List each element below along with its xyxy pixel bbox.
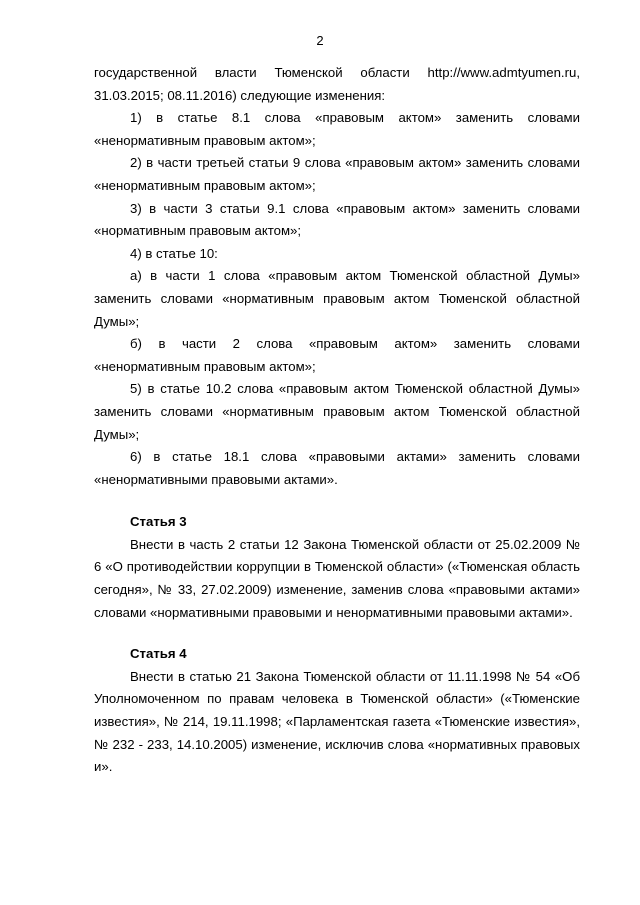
article-3-text: Внести в часть 2 статьи 12 Закона Тюменской области от 25.02.2009 № 6 «О противодействии коррупции в Тюменской области» («Тюменская область сегодня», № 33, 27.02.2009) изменение, заменив слова «правовыми актами» словами «нормативными правовыми и ненормативными правовыми актами». bbox=[94, 536, 580, 620]
list-item-4: 4) в статье 10: bbox=[130, 245, 218, 261]
intro-paragraph: государственной власти Тюменской области http://www.admtyumen.ru, 31.03.2015; 08.11.2016) следующие изменения: bbox=[94, 65, 580, 103]
list-item-1: 1) в статье 8.1 слова «правовым актом» заменить словами «ненормативным правовым актом»; bbox=[94, 110, 580, 148]
list-item-4a: а) в части 1 слова «правовым актом Тюменской областной Думы» заменить словами «нормативным правовым актом Тюменской областной Думы»; bbox=[94, 268, 580, 329]
page-number: 2 bbox=[316, 33, 324, 48]
document-body bbox=[94, 62, 580, 779]
article-4-heading: Статья 4 bbox=[130, 646, 187, 662]
article-4-text: Внести в статью 21 Закона Тюменской области от 11.11.1998 № 54 «Об Уполномоченном по правам человека в Тюменской области» («Тюменские известия», № 214, 19.11.1998; «Парламентская газета «Тюменские известия», № 232 - 233, 14.10.2005) изменение, исключив слова «нормативных правовых и». bbox=[94, 668, 580, 775]
list-item-4b: б) в части 2 слова «правовым актом» заменить словами «ненормативным правовым актом»; bbox=[94, 336, 580, 374]
list-item-3: 3) в части 3 статьи 9.1 слова «правовым актом» заменить словами «нормативным правовым актом»; bbox=[94, 200, 580, 239]
article-3-heading: Статья 3 bbox=[130, 514, 187, 530]
list-item-5: 5) в статье 10.2 слова «правовым актом Тюменской областной Думы» заменить словами «нормативным правовым актом Тюменской областной Думы»; bbox=[94, 381, 580, 442]
list-item-6: 6) в статье 18.1 слова «правовыми актами» заменить словами «ненормативными правовыми актами». bbox=[94, 449, 580, 487]
list-item-2: 2) в части третьей статьи 9 слова «правовым актом» заменить словами «ненормативным правовым актом»; bbox=[94, 155, 580, 193]
